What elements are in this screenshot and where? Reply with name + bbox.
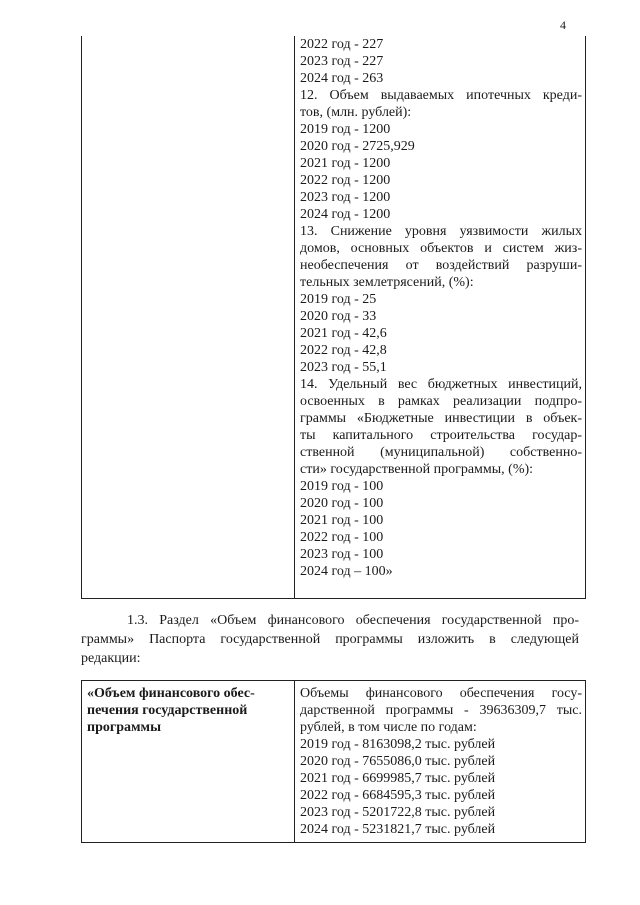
indicators-table-continuation (81, 36, 586, 599)
financing-table (81, 680, 586, 843)
label-line: «Объем финансового обес- (87, 686, 255, 701)
text-line: 12. Объем выдаваемых ипотечных креди- (300, 88, 582, 103)
text-line: необеспечения от воздействий разруши- (300, 258, 582, 273)
text-line: Объемы финансового обеспечения госу- (300, 686, 582, 701)
text-line: 2020 год - 33 (300, 309, 377, 324)
text-line: 14. Удельный вес бюджетных инвестиций, (300, 377, 582, 392)
text-line: 2021 год - 1200 (300, 156, 391, 171)
text-line: 2023 год - 227 (300, 54, 384, 69)
text-line: 2022 год - 227 (300, 37, 384, 52)
text-line: тов, (млн. рублей): (300, 105, 412, 120)
text-line: 2021 год - 100 (300, 513, 384, 528)
text-line: 2019 год - 8163098,2 тыс. рублей (300, 737, 496, 752)
text-line: дарственной программы - 39636309,7 тыс. (300, 703, 582, 718)
paragraph-line: граммы» Паспорта государственной программы изложить в следующей (81, 632, 579, 647)
column-divider (294, 36, 295, 598)
text-line: 2022 год - 6684595,3 тыс. рублей (300, 788, 496, 803)
text-line: ственной (муниципальной) собственно- (300, 445, 582, 460)
label-line: программы (87, 720, 161, 735)
text-line: тельных землетрясений, (%): (300, 275, 474, 290)
text-line: граммы «Бюджетные инвестиции в объек- (300, 411, 582, 426)
text-line: домов, основных объектов и систем жиз- (300, 241, 582, 256)
text-line: 2023 год - 1200 (300, 190, 391, 205)
text-line: 2019 год - 25 (300, 292, 377, 307)
text-line: 2019 год - 100 (300, 479, 384, 494)
text-line: 2020 год - 7655086,0 тыс. рублей (300, 754, 496, 769)
text-line: 2024 год - 1200 (300, 207, 391, 222)
column-divider (294, 681, 295, 842)
text-line: 2023 год - 5201722,8 тыс. рублей (300, 805, 496, 820)
paragraph-line: редакции: (81, 651, 141, 666)
financing-values-cell (300, 685, 582, 838)
paragraph-1-3 (81, 611, 579, 668)
paragraph-line: 1.3. Раздел «Объем финансового обеспечения государственной про- (127, 613, 579, 628)
text-line: 2021 год - 6699985,7 тыс. рублей (300, 771, 496, 786)
text-line: 2024 год - 5231821,7 тыс. рублей (300, 822, 496, 837)
text-line: ты капитального строительства государ- (300, 428, 582, 443)
text-line: 2023 год - 100 (300, 547, 384, 562)
text-line: 2021 год - 42,6 (300, 326, 387, 341)
text-line: 13. Снижение уровня уязвимости жилых (300, 224, 582, 239)
text-line: рублей, в том числе по годам: (300, 720, 477, 735)
indicator-values-cell (300, 36, 582, 580)
text-line: сти» государственной программы, (%): (300, 462, 534, 477)
text-line: 2020 год - 100 (300, 496, 384, 511)
text-line: 2020 год - 2725,929 (300, 139, 415, 154)
text-line: 2019 год - 1200 (300, 122, 391, 137)
text-line: освоенных в рамках реализации подпро- (300, 394, 582, 409)
text-line: 2022 год - 100 (300, 530, 384, 545)
text-line: 2022 год - 42,8 (300, 343, 387, 358)
financing-label-cell (87, 685, 287, 736)
text-line: 2022 год - 1200 (300, 173, 391, 188)
label-line: печения государственной (87, 703, 248, 718)
page-number: 4 (560, 18, 566, 32)
text-line: 2024 год - 263 (300, 71, 384, 86)
text-line: 2024 год – 100» (300, 564, 393, 579)
text-line: 2023 год - 55,1 (300, 360, 387, 375)
